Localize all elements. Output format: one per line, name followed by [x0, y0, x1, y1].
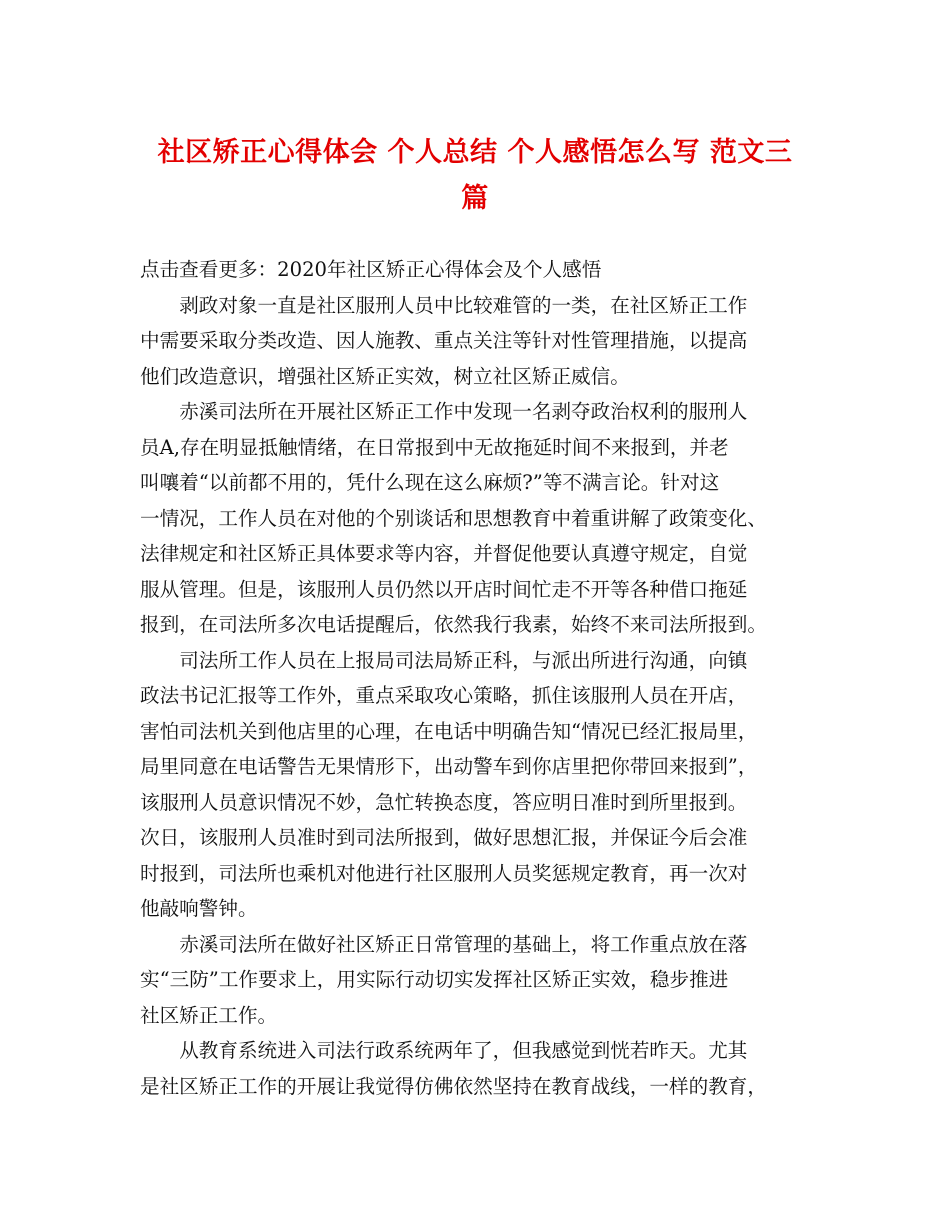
title-line: 篇 [461, 183, 489, 214]
text-line: 他敲响警钟。 [140, 897, 258, 920]
text-line: 中需要采取分类改造、因人施教、重点关注等针对性管理措施，以提高 [140, 329, 748, 352]
text-line: 政法书记汇报等工作外，重点采取攻心策略，抓住该服刑人员在开店， [140, 684, 748, 707]
document-title [120, 130, 830, 222]
text-line: 从教育系统进入司法行政系统两年了，但我感觉到恍若昨天。尤其 [179, 1039, 748, 1062]
text-line: 一情况，工作人员在对他的个别谈话和思想教育中着重讲解了政策变化、 [140, 506, 767, 530]
text-line: 时报到，司法所也乘机对他进行社区服刑人员奖惩规定教育，再一次对 [140, 861, 748, 885]
paragraph-3 [140, 643, 830, 927]
paragraph-5 [140, 1033, 830, 1104]
text-line: 实“三防”工作要求上，用实际行动切实发挥社区矫正实效，稳步推进 [140, 968, 729, 991]
text-line: 剥政对象一直是社区服刑人员中比较难管的一类，在社区矫正工作 [179, 293, 748, 317]
title-line: 社区矫正心得体会 个人总结 个人感悟怎么写 范文三 [157, 137, 793, 168]
document-body [140, 252, 830, 1104]
text-line: 法律规定和社区矫正具体要求等内容，并督促他要认真遵守规定，自觉 [140, 542, 748, 565]
text-line: 他们改造意识，增强社区矫正实效，树立社区矫正威信。 [140, 364, 630, 388]
text-line: 报到，在司法所多次电话提醒后，依然我行我素，始终不来司法所报到。 [140, 613, 767, 636]
paragraph-1 [140, 288, 830, 395]
text-line: 该服刑人员意识情况不妙，急忙转换态度，答应明日准时到所里报到。 [140, 790, 748, 814]
text-line: 赤溪司法所在做好社区矫正日常管理的基础上，将工作重点放在落 [179, 932, 748, 956]
text-line: 叫嚷着“以前都不用的，凭什么现在这么麻烦?”等不满言论。针对这 [140, 471, 720, 494]
text-line: 是社区矫正工作的开展让我觉得仿佛依然坚持在教育战线，一样的教育， [140, 1074, 767, 1098]
paragraph-4 [140, 927, 830, 1034]
text-line: 社区矫正工作。 [140, 1003, 278, 1027]
text-line: 次日，该服刑人员准时到司法所报到，做好思想汇报，并保证今后会准 [140, 826, 748, 849]
text-line: 员A,存在明显抵触情绪，在日常报到中无故拖延时间不来报到，并老 [140, 435, 729, 459]
text-line: 赤溪司法所在开展社区矫正工作中发现一名剥夺政治权利的服刑人 [179, 400, 748, 423]
text-line: 服从管理。但是，该服刑人员仍然以开店时间忙走不开等各种借口拖延 [140, 577, 748, 601]
intro-link-line [140, 252, 830, 288]
paragraph-2 [140, 394, 830, 643]
intro-text: 点击查看更多：2020年社区矫正心得体会及个人感悟 [140, 258, 602, 281]
text-line: 害怕司法机关到他店里的心理，在电话中明确告知“情况已经汇报局里， [140, 719, 758, 743]
text-line: 局里同意在电话警告无果情形下，出动警车到你店里把你带回来报到”， [140, 755, 758, 778]
text-line: 司法所工作人员在上报局司法局矫正科，与派出所进行沟通，向镇 [179, 648, 748, 672]
